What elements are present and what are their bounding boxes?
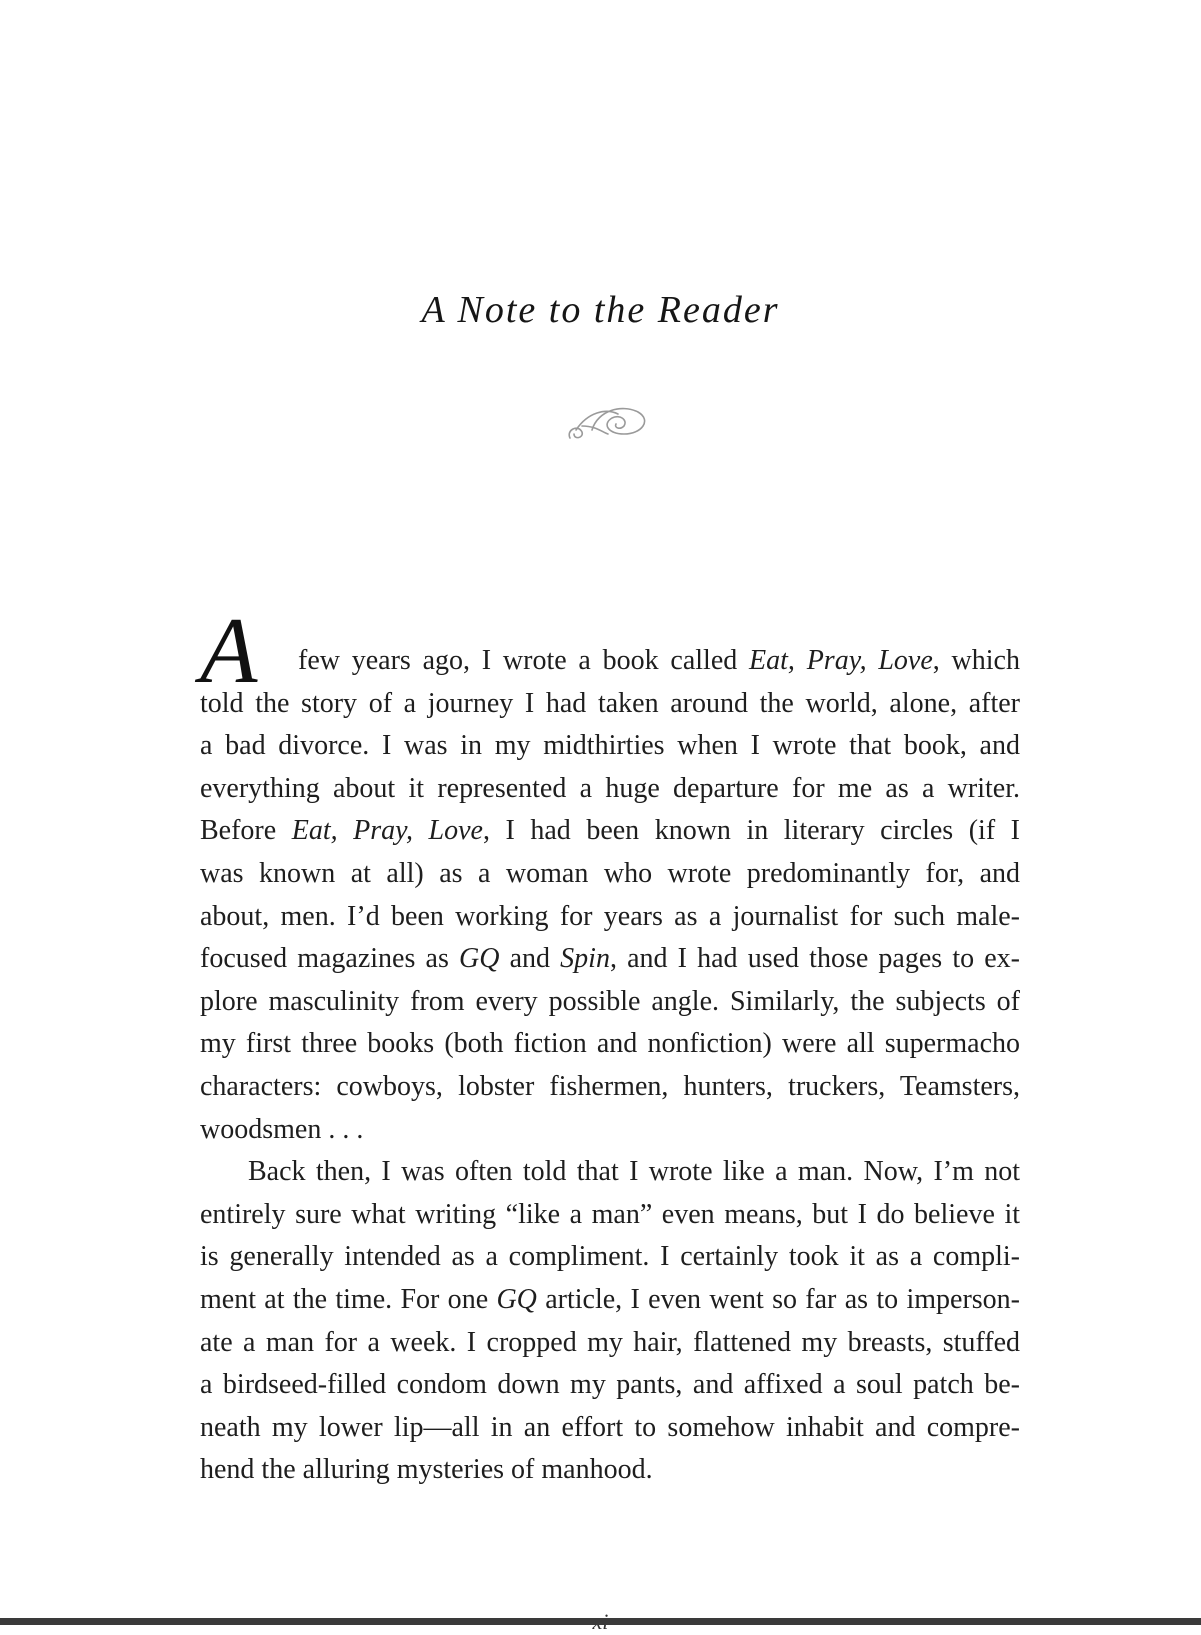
text-line: was known at all) as a woman who wrote predominantly for, and [200,857,1020,889]
text-segment: few years ago, I wrote a book called [298,645,750,676]
text-segment: ment at the time. For one [200,1283,497,1315]
text-line: neath my lower lip—all in an effort to somehow inhabit and compre- [200,1411,1020,1443]
text-line: told the story of a journey I had taken around the world, alone, after [200,687,1020,719]
body-text [200,599,1021,1492]
book-title-italic: Eat, Pray, Love [749,645,933,676]
flourish-ornament-icon [562,400,652,456]
text-line: entirely sure what writing “like a man” even means, but I do believe it [200,1198,1020,1230]
book-title-italic: Eat, Pray, Love [291,815,483,847]
chapter-title: A Note to the Reader [421,289,780,331]
text-line: Back then, I was often told that I wrote like a man. Now, I’m not [248,1156,1020,1188]
bottom-edge-bar [0,1618,1201,1625]
paragraph-2 [200,1151,1020,1492]
text-segment: , I had been known in literary circles (if I [482,815,1021,847]
text-segment: , which [932,645,1020,676]
text-line: about, men. I’d been working for years as a journalist for such male- [200,900,1020,932]
text-segment: focused magazines as [200,943,459,975]
text-line: ate a man for a week. I cropped my hair, flattened my breasts, stuffed [200,1326,1020,1358]
drop-cap: A [200,599,258,703]
text-segment: , and I had used those pages to ex- [609,943,1020,975]
text-line [200,1279,1020,1322]
text-segment: and [499,943,561,975]
paragraph-1 [200,599,1021,1151]
text-line [200,938,1020,981]
text-line: hend the alluring mysteries of manhood. [200,1454,653,1486]
text-line: my first three books (both fiction and nonfiction) were all supermacho [200,1028,1020,1060]
text-line: characters: cowboys, lobster fishermen, hunters, truckers, Teamsters, [200,1070,1020,1102]
text-segment: article, I even went so far as to imperson- [536,1283,1020,1315]
text-line: everything about it represented a huge departure for me as a writer. [200,772,1020,804]
text-line: a birdseed-filled condom down my pants, and affixed a soul patch be- [200,1369,1020,1401]
text-line [200,810,1020,853]
text-line: is generally intended as a compliment. I certainly took it as a compli- [200,1241,1020,1273]
text-line: a bad divorce. I was in my midthirties when I wrote that book, and [200,730,1020,762]
magazine-title-italic: GQ [496,1283,537,1315]
magazine-title-italic: GQ [459,943,500,975]
text-segment: Before [200,815,292,847]
text-line: plore masculinity from every possible angle. Similarly, the subjects of [200,985,1020,1017]
magazine-title-italic: Spin [560,943,610,975]
text-line: woodsmen . . . [200,1113,364,1145]
